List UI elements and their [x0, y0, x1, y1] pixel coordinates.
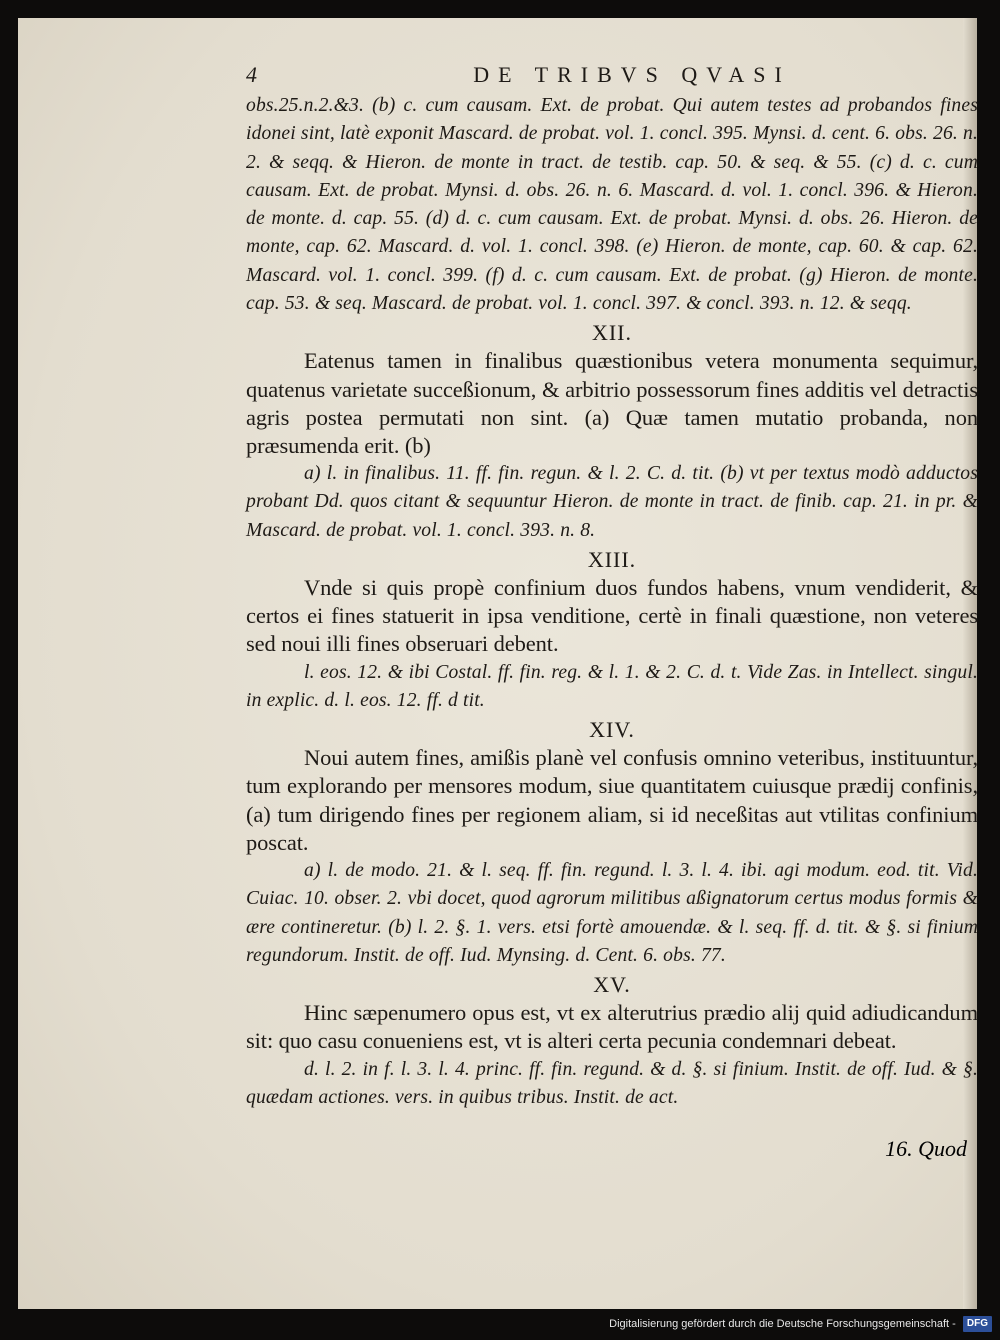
page-body: [246, 92, 978, 1112]
section-heading: XII.: [591, 320, 633, 346]
page-number: 4: [246, 62, 257, 87]
footnote-paragraph: a) l. in finalibus. 11. ff. fin. regun. & l. 2. C. d. tit. (b) vt per textus modò adductos probant Dd. quos citant & sequuntur Hieron. de monte in tract. de finib. cap. 21. in pr. & Mascard. de probat. vol. 1. concl. 393. n. 8.: [246, 463, 978, 541]
footnote-paragraph: d. l. 2. in f. l. 3. l. 4. princ. ff. fin. regund. & d. §. si finium. Instit. de off. Iud. & §. quædam actiones. vers. in quibus tribus. Instit. de act.: [246, 1058, 978, 1108]
section-heading: XV.: [593, 972, 631, 998]
footer: [0, 1314, 992, 1334]
footnote-paragraph: obs.25.n.2.&3. (b) c. cum causam. Ext. de probat. Qui autem testes ad probandos fines idonei sint, latè exponit Mascard. de probat. vol. 1. concl. 395. Mynsi. d. cent. 6. obs. 26. n. 2. & seqq. & Hieron. de monte in tract. de testib. cap. 50. & seq. & 55. (c) d. c. cum causam. Ext. de probat. Mynsi. d. obs. 26. n. 6. Mascard. d. vol. 1. concl. 396. & Hieron. de monte. d. cap. 55. (d) d. c. cum causam. Ext. de probat. Mynsi. d. obs. 26. Hieron. de monte, cap. 62. Mascard. d. vol. 1. concl. 398. (e) Hieron. de monte, cap. 60. & cap. 62. Mascard. vol. 1. concl. 399. (f) d. c. cum causam. Ext. de probat. (g) Hieron. de monte. cap. 53. & seq. Mascard. de probat. vol. 1. concl. 397. & concl. 393. n. 12. & seqq.: [246, 95, 978, 315]
body-paragraph: Vnde si quis propè confinium duos fundos habens, vnum vendiderit, & certos ei fines statuerit in ipsa venditione, certè in finali quæstione, non veteres sed noui illi fines obseruari debent.: [246, 575, 978, 657]
scanned-page: [18, 18, 977, 1309]
running-head: DE TRIBVS QVASI: [473, 62, 791, 87]
text-block: [246, 58, 978, 1112]
body-paragraph: Hinc sæpenumero opus est, vt ex alterutrius prædio alij quid adiudicandum sit: quo casu conueniens est, vt is alteri certa pecunia condemnari debeat.: [246, 1000, 978, 1054]
footer-text: Digitalisierung gefördert durch die Deutsche Forschungsgemeinschaft -: [609, 1318, 956, 1330]
footnote-paragraph: a) l. de modo. 21. & l. seq. ff. fin. regund. l. 3. l. 4. ibi. agi modum. eod. tit. Vid. Cuiac. 10. obser. 2. vbi docet, quod agrorum militibus aßignatorum certus modus formis & ære contineretur. (b) l. 2. §. 1. vers. etsi fortè amouendæ. & l. seq. ff. d. tit. & §. si finium regundorum. Instit. de off. Iud. Mynsing. d. Cent. 6. obs. 77.: [246, 860, 978, 966]
catchword: 16. Quod: [885, 1136, 967, 1161]
footnote-paragraph: l. eos. 12. & ibi Costal. ff. fin. reg. & l. 1. & 2. C. d. t. Vide Zas. in Intellect. singul. in explic. d. l. eos. 12. ff. d tit.: [246, 661, 978, 711]
section-heading: XIV.: [589, 717, 635, 743]
body-paragraph: Eatenus tamen in finalibus quæstionibus vetera monumenta sequimur, quatenus varietate succeßionum, & arbitrio possessorum fines additis vel detractis agris postea permutati non sint. (a) Quæ tamen mutatio probanda, non præsumenda erit. (b): [246, 348, 978, 458]
section-heading: XIII.: [587, 547, 637, 573]
dfg-logo: DFG: [963, 1316, 992, 1332]
body-paragraph: Noui autem fines, amißis planè vel confusis omnino veteribus, instituuntur, tum explorando per mensores modum, siue quantitatem cuiusque prædij confinis, (a) tum dirigendo fines per regionem aliam, si id neceßitas aut vtilitas confinium poscat.: [246, 745, 978, 855]
